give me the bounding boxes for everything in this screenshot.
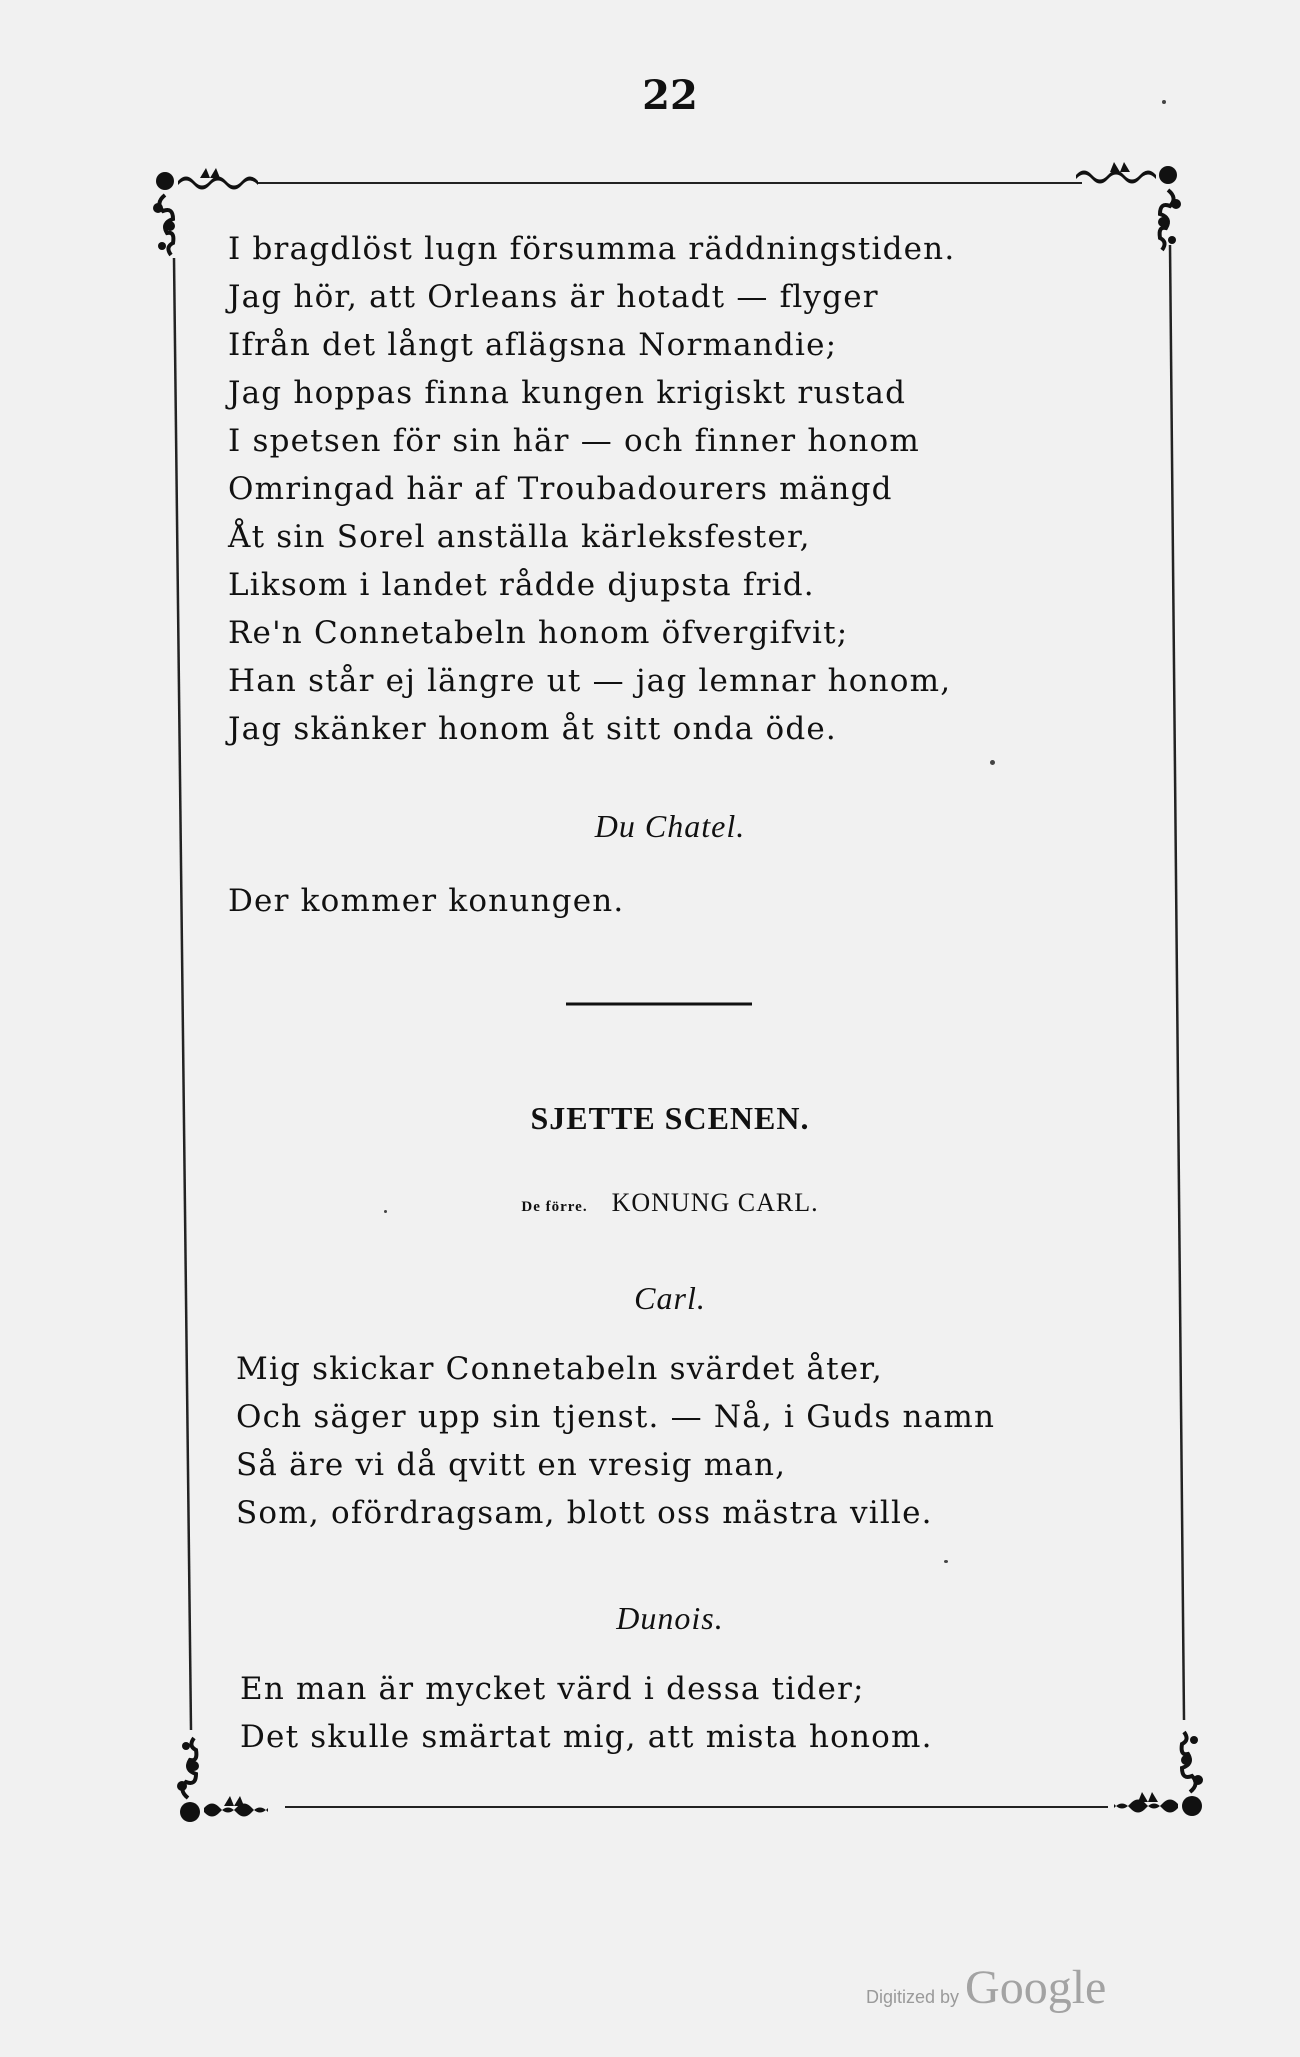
- page-number: 22: [642, 72, 698, 119]
- corner-ornament-top-right: [1076, 162, 1181, 250]
- verse-line: Re'n Connetabeln honom öfvergifvit;: [228, 615, 849, 651]
- verse-line: Så äre vi då qvitt en vresig man,: [236, 1447, 787, 1483]
- digitized-label: Digitized by: [866, 1987, 960, 2007]
- scene-title: SJETTE SCENEN.: [530, 1100, 810, 1136]
- verse-line: I bragdlöst lugn försumma räddningstiden.: [228, 231, 956, 267]
- verse-line: Der kommer konungen.: [228, 883, 625, 919]
- speech-block-du-chatel: [228, 877, 624, 925]
- google-logo: Google: [965, 1961, 1107, 2014]
- verse-line: Jag skänker honom åt sitt onda öde.: [228, 711, 837, 747]
- speaker-name-carl: Carl.: [634, 1280, 706, 1316]
- scene-cast-line: [0, 1188, 1300, 1218]
- verse-line: Jag hör, att Orleans är hotadt — flyger: [228, 279, 879, 315]
- verse-line: Ifrån det långt aflägsna Normandie;: [228, 327, 838, 363]
- verse-line: Mig skickar Connetabeln svärdet åter,: [236, 1351, 883, 1387]
- verse-line: Och säger upp sin tjenst. — Nå, i Guds namn: [236, 1399, 996, 1435]
- speech-block-dunois: [240, 1665, 933, 1761]
- verse-line: Liksom i landet rådde djupsta frid.: [228, 567, 815, 603]
- print-fleck: [384, 1210, 387, 1213]
- speaker-name-du-chatel: Du Chatel.: [594, 808, 746, 844]
- cast-prefix: De förre.: [521, 1199, 588, 1215]
- verse-line: Det skulle smärtat mig, att mista honom.: [240, 1719, 933, 1755]
- speaker-name-dunois: Dunois.: [616, 1600, 724, 1636]
- verse-line: I spetsen för sin här — och finner honom: [228, 423, 920, 459]
- cast-king: KONUNG CARL.: [611, 1188, 819, 1217]
- verse-line: Han står ej längre ut — jag lemnar honom,: [228, 663, 952, 699]
- verse-line: Åt sin Sorel anställa kärleksfester,: [228, 519, 811, 555]
- digitized-by-google-watermark: [866, 1960, 1106, 2015]
- print-fleck: [1162, 100, 1166, 104]
- verse-line: Omringad här af Troubadourers mängd: [228, 471, 893, 507]
- verse-line: Jag hoppas finna kungen krigiskt rustad: [228, 375, 907, 411]
- verse-line: En man är mycket värd i dessa tider;: [240, 1671, 865, 1707]
- print-fleck: [944, 1560, 948, 1563]
- corner-ornament-bottom-right: [1114, 1732, 1203, 1816]
- verse-line: Som, ofördragsam, blott oss mästra ville.: [236, 1495, 933, 1531]
- speech-block-carl: [236, 1345, 995, 1537]
- speech-block-continuation: [228, 225, 955, 753]
- print-fleck: [990, 760, 995, 765]
